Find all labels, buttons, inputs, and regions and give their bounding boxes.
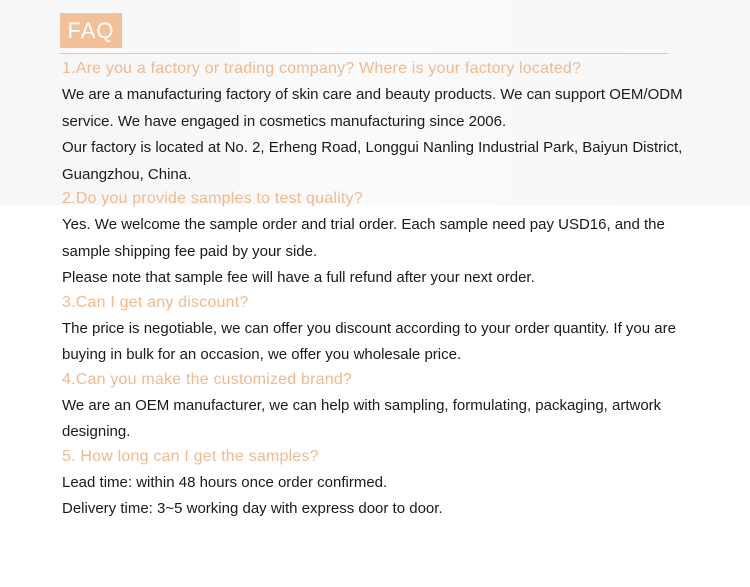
faq-item bbox=[62, 292, 692, 369]
answer-paragraph: Please note that sample fee will have a full refund after your next order. bbox=[62, 269, 535, 286]
faq-item bbox=[62, 58, 692, 188]
faq-badge: FAQ bbox=[60, 13, 122, 48]
faq-answer bbox=[62, 470, 692, 523]
faq-item bbox=[62, 188, 692, 292]
answer-paragraph: Our factory is located at No. 2, Erheng Road, Longgui Nanling Industrial Park, Baiyun District, Guangzhou, China. bbox=[62, 139, 683, 183]
faq-question: 5. How long can I get the samples? bbox=[62, 447, 319, 465]
faq-item bbox=[62, 369, 692, 446]
faq-answer bbox=[62, 393, 692, 446]
answer-paragraph: Delivery time: 3~5 working day with express door to door. bbox=[62, 500, 443, 517]
answer-paragraph: We are a manufacturing factory of skin care and beauty products. We can support OEM/ODM service. We have engaged in cosmetics manufacturing since 2006. bbox=[62, 86, 683, 130]
answer-paragraph: Yes. We welcome the sample order and trial order. Each sample need pay USD16, and the sample shipping fee paid by your side. bbox=[62, 216, 665, 260]
faq-question: 4.Can you make the customized brand? bbox=[62, 370, 353, 388]
answer-paragraph: The price is negotiable, we can offer you discount according to your order quantity. If you are buying in bulk for an occasion, we offer you wholesale price. bbox=[62, 319, 676, 363]
faq-answer bbox=[62, 82, 692, 188]
answer-paragraph: We are an OEM manufacturer, we can help with sampling, formulating, packaging, artwork designing. bbox=[62, 396, 662, 440]
faq-question: 2.Do you provide samples to test quality? bbox=[62, 190, 363, 207]
divider bbox=[60, 53, 668, 54]
faq-list bbox=[62, 58, 692, 523]
faq-answer bbox=[62, 316, 692, 369]
faq-answer bbox=[62, 212, 692, 292]
faq-item bbox=[62, 446, 692, 523]
faq-question: 3.Can I get any discount? bbox=[62, 293, 249, 311]
faq-question: 1.Are you a factory or trading company? Where is your factory located? bbox=[62, 60, 582, 77]
answer-paragraph: Lead time: within 48 hours once order confirmed. bbox=[62, 473, 388, 491]
